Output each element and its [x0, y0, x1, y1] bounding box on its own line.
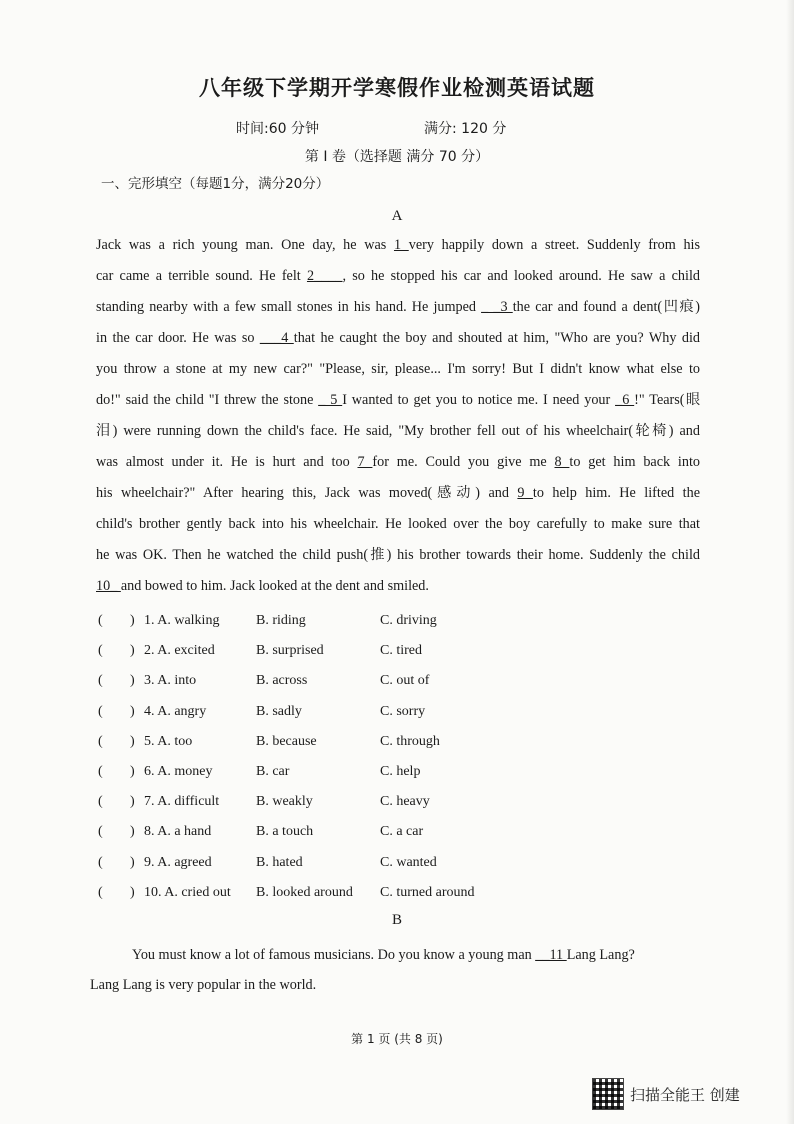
option-a: 6. A. money	[144, 764, 213, 779]
option-a: 10. A. cried out	[144, 884, 231, 900]
answer-blank: _ _3	[481, 299, 513, 315]
answer-paren-close: )	[130, 764, 135, 779]
option-a: 1. A. walking	[144, 613, 220, 628]
answer-paren-close: )	[130, 854, 135, 870]
answer-paren-open: (	[98, 854, 103, 870]
answer-blank: 9	[517, 485, 533, 501]
option-c: C. sorry	[380, 703, 426, 719]
page-title: 八年级下学期开学寒假作业检测英语试题	[199, 76, 595, 100]
passage-text: standing nearby with a few small stones in his hand. He jumped	[96, 299, 482, 315]
passage-text: child's brother gently back into his wheelchair. He looked over the boy carefully to make sure that	[96, 516, 700, 532]
option-c: C. a car	[380, 824, 424, 840]
answer-paren-close: )	[130, 794, 135, 810]
option-c: C. wanted	[380, 854, 437, 870]
passage-b-line: Lang Lang is very popular in the world.	[90, 977, 317, 993]
scanner-brand	[592, 1078, 740, 1110]
option-b: B. looked around	[256, 884, 353, 900]
answer-blank: 10_	[96, 578, 121, 594]
passage-a-line	[96, 540, 700, 571]
answer-blank: _ 5	[318, 392, 343, 408]
page-footer: 第 1 页 (共 8 页)	[351, 1032, 443, 1046]
passage-text: to help him. He lifted the	[532, 485, 700, 501]
passage-a-line	[96, 416, 700, 447]
option-b: B. a touch	[256, 824, 314, 840]
passage-text: 泪) were running down the child's face. He said, "My brother fell out of his wheelchair(轮椅) and	[96, 423, 700, 439]
option-row	[98, 878, 618, 908]
option-b: B. across	[256, 673, 308, 689]
answer-paren-open: (	[98, 643, 103, 659]
option-b: B. riding	[256, 613, 306, 628]
passage-a-line	[96, 447, 700, 478]
option-b: B. weakly	[256, 794, 313, 810]
answer-blank: 2____	[306, 268, 343, 284]
brand-text: 扫描全能王 创建	[630, 1085, 740, 1104]
answer-paren-close: )	[130, 703, 135, 719]
answer-paren-open: (	[98, 703, 103, 719]
answer-paren-close: )	[130, 673, 135, 689]
option-b: B. surprised	[256, 643, 324, 659]
answer-paren-close: )	[130, 884, 135, 900]
option-b: B. hated	[256, 854, 303, 870]
option-row	[98, 817, 618, 847]
passage-text: that he caught the boy and shouted at him, "Who are you? Why did	[293, 330, 701, 346]
option-a: 5. A. too	[144, 733, 193, 749]
passage-text: was almost under it. He is hurt and too	[96, 454, 358, 470]
passage-a-line	[96, 509, 700, 540]
passage-b-text: Lang Lang?	[566, 947, 635, 963]
option-row	[98, 666, 618, 696]
passage-text: I wanted to get you to notice me. I need your	[342, 392, 616, 408]
answer-paren-close: )	[130, 733, 135, 749]
option-c: C. turned around	[380, 884, 475, 900]
passage-text: do!" said the child "I threw the stone	[96, 392, 319, 408]
answer-blank: 1	[393, 237, 409, 253]
option-row	[98, 787, 618, 817]
passage-text: the car and found a dent(凹痕)	[512, 299, 700, 315]
option-b: B. because	[256, 733, 317, 749]
passage-a-line	[96, 478, 700, 509]
option-c: C. tired	[380, 643, 422, 659]
option-row	[98, 697, 618, 727]
option-c: C. through	[380, 733, 440, 749]
answer-blank: _6	[615, 392, 635, 408]
part-b-label: B	[391, 912, 402, 928]
option-a: 3. A. into	[144, 673, 197, 689]
option-row	[98, 636, 618, 666]
passage-text: and bowed to him. Jack looked at the dent and smiled.	[120, 578, 429, 594]
option-b: B. car	[256, 764, 290, 779]
answer-paren-open: (	[98, 824, 103, 840]
answer-blank: 7	[357, 454, 373, 470]
volume-heading: 第 I 卷（选择题 满分 70 分）	[304, 149, 490, 165]
answer-paren-open: (	[98, 794, 103, 810]
option-a: 8. A. a hand	[144, 824, 212, 840]
passage-a-line	[96, 292, 700, 323]
option-b: B. sadly	[256, 703, 302, 719]
option-a: 2. A. excited	[144, 643, 215, 659]
answer-paren-open: (	[98, 764, 103, 779]
qr-code-icon	[592, 1078, 624, 1110]
passage-a-line	[96, 385, 700, 416]
answer-paren-close: )	[130, 613, 135, 628]
passage-text: !" Tears(眼	[634, 392, 701, 408]
passage-a-line	[96, 323, 700, 354]
passage-text: he was OK. Then he watched the child push(推) his brother towards their home. Suddenly the child	[96, 547, 700, 563]
option-c: C. heavy	[380, 794, 430, 810]
option-row	[98, 606, 618, 636]
passage-a-line	[96, 354, 700, 385]
option-a: 9. A. agreed	[144, 854, 212, 870]
answer-paren-close: )	[130, 824, 135, 840]
option-a: 4. A. angry	[144, 703, 207, 719]
passage-a-line	[96, 571, 700, 602]
passage-b-line	[132, 940, 678, 971]
answer-paren-open: (	[98, 884, 103, 900]
answer-paren-close: )	[130, 643, 135, 659]
option-row	[98, 757, 618, 787]
answer-paren-open: (	[98, 733, 103, 749]
passage-text: , so he stopped his car and looked around. He saw a child	[342, 268, 700, 284]
answer-blank: 8	[554, 454, 570, 470]
section-heading: 一、完形填空（每题1分，满分20分）	[101, 176, 330, 192]
part-a-label: A	[391, 208, 403, 224]
passage-text: car came a terrible sound. He felt	[96, 268, 307, 284]
exam-time: 时间:60 分钟	[236, 121, 319, 137]
option-row	[98, 848, 618, 878]
passage-a-line	[96, 230, 700, 261]
passage-a-line	[96, 261, 700, 292]
passage-text: you throw a stone at my new car?" "Please, sir, please... I'm sorry! But I didn't know what else to	[96, 361, 700, 377]
answer-paren-open: (	[98, 673, 103, 689]
option-c: C. driving	[380, 613, 437, 628]
page-edge-shadow	[786, 0, 794, 1124]
passage-b-text: You must know a lot of famous musicians. Do you know a young man	[132, 947, 536, 963]
answer-blank: ___4	[259, 330, 294, 346]
answer-paren-open: (	[98, 613, 103, 628]
option-row	[98, 727, 618, 757]
option-c: C. out of	[380, 673, 430, 689]
passage-text: very happily down a street. Suddenly from his	[408, 237, 701, 253]
passage-text: his wheelchair?" After hearing this, Jack was moved(感动) and	[96, 485, 518, 501]
passage-text: for me. Could you give me	[372, 454, 555, 470]
passage-text: in the car door. He was so	[96, 330, 260, 346]
blank-11: __11	[535, 947, 567, 963]
passage-text: Jack was a rich young man. One day, he was	[96, 237, 394, 253]
exam-score: 满分: 120 分	[424, 121, 507, 137]
passage-text: to get him back into	[569, 454, 700, 470]
option-c: C. help	[380, 764, 421, 779]
option-a: 7. A. difficult	[144, 794, 220, 810]
